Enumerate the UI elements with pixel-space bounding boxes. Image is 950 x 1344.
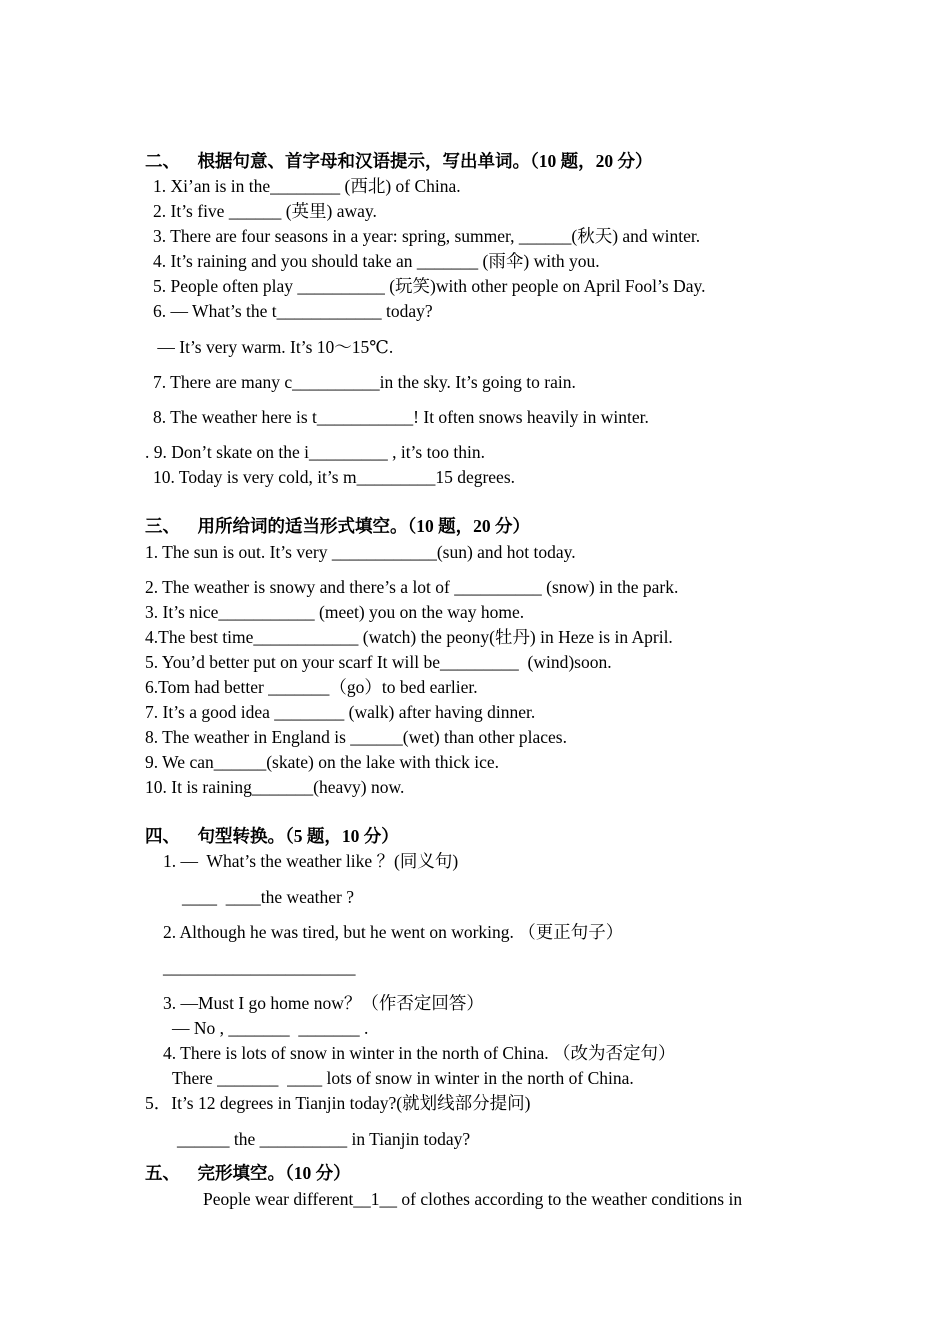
- s2-item-3: 3. There are four seasons in a year: spring, summer, ______(秋天) and winter.: [153, 226, 701, 246]
- s2-item-1: 1. Xi’an is in the________ (西北) of China.: [153, 176, 461, 196]
- s3-item-10: 10. It is raining_______(heavy) now.: [145, 777, 405, 797]
- s4-item-2-answer: ______________________: [163, 957, 356, 977]
- s4-item-1: 1. — What’s the weather like ？(同义句): [163, 851, 459, 871]
- section-3-heading: 三、 用所给词的适当形式填空。（10 题，20 分）: [145, 516, 530, 536]
- s2-item-6: 6. — What’s the t____________ today?: [153, 301, 433, 321]
- section-2-heading: 二、 根据句意、首字母和汉语提示，写出单词。（10 题，20 分）: [145, 151, 653, 171]
- s2-item-2: 2. It’s five ______ (英里) away.: [153, 201, 377, 221]
- s2-item-9: . 9. Don’t skate on the i_________ , it’s too thin.: [145, 442, 485, 462]
- s3-item-6: 6.Tom had better _______（go）to bed earlier.: [145, 677, 478, 697]
- s4-item-5-answer: ______ the __________ in Tianjin today?: [177, 1129, 471, 1149]
- s2-item-5: 5. People often play __________ (玩笑)with other people on April Fool’s Day.: [153, 276, 706, 296]
- s2-item-8: 8. The weather here is t___________! It often snows heavily in winter.: [153, 407, 649, 427]
- s3-item-4: 4.The best time____________ (watch) the peony(牡丹) in Heze is in April.: [145, 627, 673, 647]
- s4-item-1-answer: ____ ____the weather ?: [182, 887, 355, 907]
- cloze-paragraph: People wear different__1__ of clothes according to the weather conditions in: [203, 1189, 743, 1209]
- s2-item-4: 4. It’s raining and you should take an _______ (雨伞) with you.: [153, 251, 600, 271]
- s2-item-6-answer: — It’s very warm. It’s 10～15℃.: [153, 337, 394, 357]
- s3-item-2: 2. The weather is snowy and there’s a lot of __________ (snow) in the park.: [145, 577, 679, 597]
- s4-item-3: 3. —Must I go home now？（作否定回答）: [163, 993, 484, 1013]
- s2-item-10: 10. Today is very cold, it’s m_________15 degrees.: [153, 467, 516, 487]
- s4-item-5: 5．It’s 12 degrees in Tianjin today?(就划线部分提问): [145, 1093, 531, 1113]
- s2-item-7: 7. There are many c__________in the sky. It’s going to rain.: [153, 372, 576, 392]
- s3-item-5: 5. You’d better put on your scarf It will be_________ (wind)soon.: [145, 652, 612, 672]
- s3-item-1: 1. The sun is out. It’s very ____________(sun) and hot today.: [145, 542, 576, 562]
- s4-item-3-answer: — No , _______ _______ .: [172, 1018, 369, 1038]
- s3-item-8: 8. The weather in England is ______(wet) than other places.: [145, 727, 567, 747]
- s3-item-7: 7. It’s a good idea ________ (walk) after having dinner.: [145, 702, 536, 722]
- s3-item-9: 9. We can______(skate) on the lake with thick ice.: [145, 752, 499, 772]
- section-4-heading: 四、 句型转换。（5 题，10 分）: [145, 826, 399, 846]
- s4-item-4-answer: There _______ ____ lots of snow in winter in the north of China.: [172, 1068, 634, 1088]
- s4-item-2: 2. Although he was tired, but he went on working. （更正句子）: [163, 922, 624, 942]
- section-5-heading: 五、 完形填空。（10 分）: [145, 1163, 351, 1183]
- s4-item-4: 4. There is lots of snow in winter in the north of China. （改为否定句）: [163, 1043, 676, 1063]
- s3-item-3: 3. It’s nice___________ (meet) you on the way home.: [145, 602, 525, 622]
